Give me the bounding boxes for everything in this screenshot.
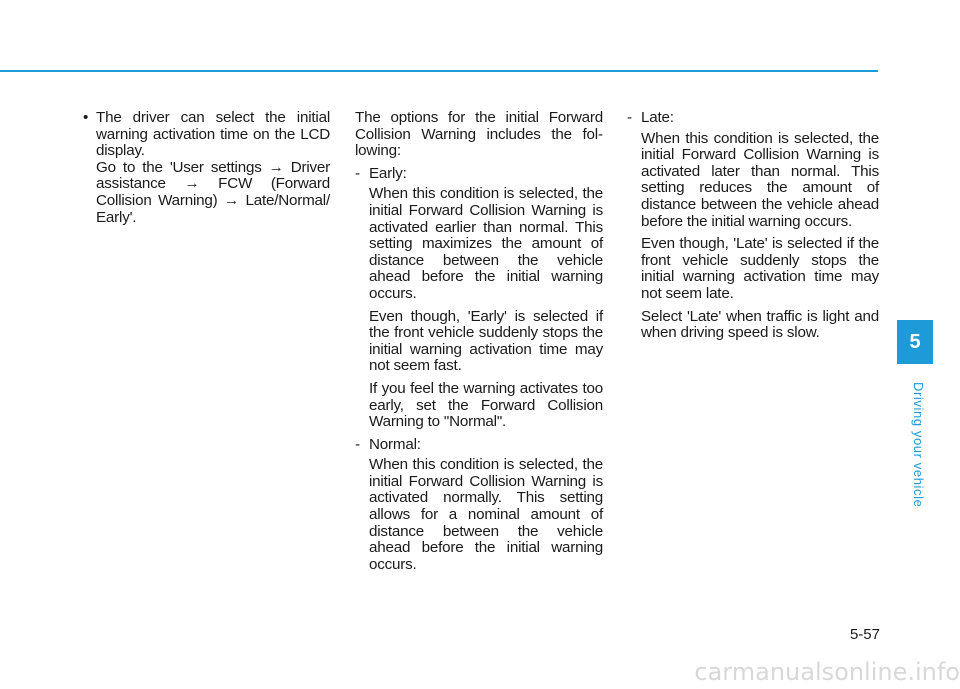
- option-late-text-2: Even though, 'Late' is selected if the front vehicle suddenly stops the initial warning activation time may not seem late.: [641, 235, 879, 302]
- instruction-text: Go to the 'User settings → Driver assistance → FCW (Forward Collision Warning) → Late/Normal/ Early'.: [96, 158, 330, 226]
- chapter-tab: [897, 320, 933, 364]
- chapter-title: Driving your vehicle: [911, 382, 926, 508]
- dash-icon: -: [355, 435, 360, 453]
- header-rule: [0, 70, 878, 72]
- chapter-number: 5: [909, 330, 921, 353]
- watermark: carmanualsonline.info: [694, 658, 960, 686]
- page-number: 5-57: [849, 626, 880, 643]
- option-early-heading: [355, 166, 603, 183]
- bullet-icon: •: [83, 109, 89, 126]
- option-normal-heading: [355, 437, 603, 454]
- option-normal-label: Normal:: [369, 435, 421, 453]
- options-intro: The options for the initial Forward Collision Warning includes the following:: [355, 109, 603, 160]
- option-early-text-1: When this condition is selected, the initial Forward Collision Warning is activated earlier than normal. This setting maximizes the amount of distance between the vehicle ahead before the initial warning occurs.: [369, 185, 603, 302]
- option-late-heading: [627, 110, 879, 127]
- bullet-text: The driver can select the initial warning activation time on the LCD display.: [96, 109, 330, 160]
- option-early-text-2: Even though, 'Early' is selected if the front vehicle suddenly stops the initial warning activation time may not seem fast.: [369, 307, 603, 375]
- column-3: [627, 110, 879, 348]
- option-late-text-1: When this condition is selected, the initial Forward Collision Warning is activated later than normal. This setting reduces the amount of distance between the vehicle ahead before the initial warning occurs.: [641, 129, 879, 230]
- bullet-item: [82, 110, 330, 160]
- dash-icon: -: [627, 109, 632, 126]
- option-late-label: Late:: [641, 109, 674, 126]
- dash-icon: -: [355, 164, 360, 182]
- option-late-text-3: Select 'Late' when traffic is light and when driving speed is slow.: [641, 307, 879, 342]
- column-2: [355, 110, 603, 579]
- option-early-label: Early:: [369, 164, 407, 182]
- option-early-text-3: If you feel the warning activates too early, set the Forward Collision Warning to "Normal".: [369, 379, 603, 431]
- option-normal-text-1: When this condition is selected, the initial Forward Collision Warning is activated normally. This setting allows for a nominal amount of distance between the vehicle ahead before the initial warning occurs.: [369, 456, 603, 573]
- column-1: [82, 110, 330, 232]
